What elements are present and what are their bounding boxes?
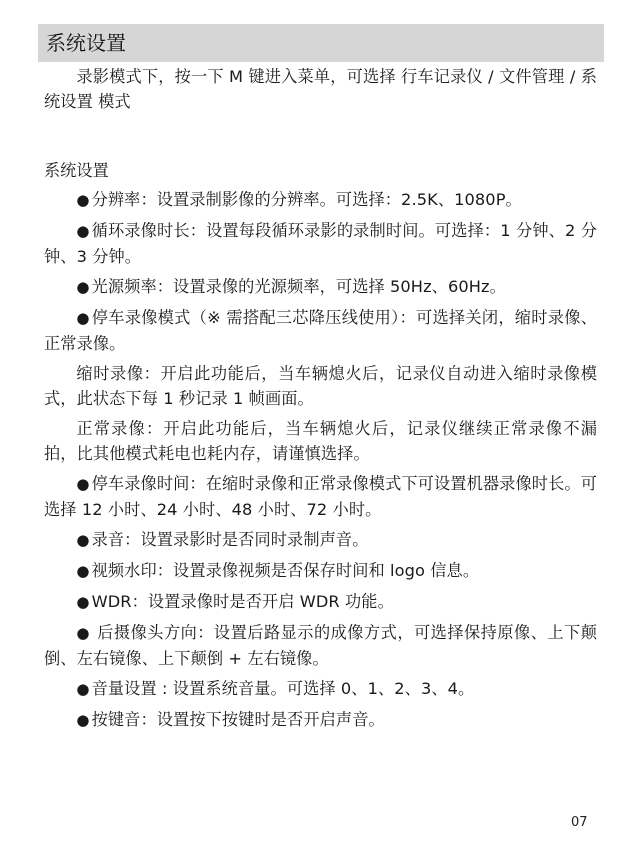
setting-text: 后摄像头方向：设置后路显示的成像方式，可选择保持原像、上下颠倒、左右镜像、上下颠倒 + 左右镜像。 (44, 623, 597, 668)
bullet-icon: ● (76, 680, 90, 698)
setting-item (44, 305, 597, 356)
bullet-icon: ● (76, 624, 90, 642)
setting-text: 缩时录像：开启此功能后，当车辆熄火后，记录仪自动进入缩时录像模式，此状态下每 1 秒记录 1 帧画面。 (44, 364, 597, 408)
setting-item (44, 527, 597, 553)
setting-note (44, 361, 597, 411)
setting-item (44, 471, 597, 522)
bullet-icon: ● (76, 278, 90, 296)
setting-item (44, 707, 597, 733)
setting-item (44, 589, 597, 615)
bullet-icon: ● (76, 531, 90, 549)
page-number: 07 (571, 815, 588, 830)
bullet-icon: ● (76, 711, 90, 729)
setting-item (44, 187, 597, 213)
setting-text: 停车录像模式（※ 需搭配三芯降压线使用）：可选择关闭，缩时录像、正常录像。 (44, 308, 597, 353)
setting-text: 正常录像：开启此功能后，当车辆熄火后，记录仪继续正常录像不漏拍，比其他模式耗电也耗内存，请谨慎选择。 (44, 419, 597, 463)
setting-text: 停车录像时间：在缩时录像和正常录像模式下可设置机器录像时长。可选择 12 小时、24 小时、48 小时、72 小时。 (44, 474, 597, 519)
setting-text: 循环录像时长：设置每段循环录影的录制时间。可选择：1 分钟、2 分钟、3 分钟。 (44, 221, 597, 266)
bullet-icon: ● (76, 475, 90, 493)
setting-text: 分辨率：设置录制影像的分辨率。可选择：2.5K、1080P。 (91, 190, 522, 209)
setting-item (44, 558, 597, 584)
page-title: 系统设置 (46, 31, 126, 55)
content-area (44, 64, 597, 738)
setting-text: 录音：设置录影时是否同时录制声音。 (91, 530, 369, 549)
bullet-icon: ● (76, 593, 90, 611)
setting-item (44, 620, 597, 671)
setting-text: 光源频率：设置录像的光源频率，可选择 50Hz、60Hz。 (91, 277, 506, 296)
settings-list (44, 187, 597, 733)
setting-item (44, 218, 597, 269)
setting-text: 音量设置 : 设置系统音量。可选择 0、1、2、3、4。 (91, 679, 475, 698)
intro-paragraph: 录影模式下，按一下 M 键进入菜单，可选择 行车记录仪 / 文件管理 / 系统设置 模式 (44, 67, 597, 111)
setting-text: WDR：设置录像时是否开启 WDR 功能。 (91, 592, 394, 611)
setting-text: 按键音：设置按下按键时是否开启声音。 (91, 710, 385, 729)
setting-item (44, 274, 597, 300)
setting-text: 视频水印：设置录像视频是否保存时间和 logo 信息。 (91, 561, 480, 580)
setting-note (44, 416, 597, 466)
bullet-icon: ● (76, 562, 90, 580)
section-header-bar (38, 24, 604, 62)
bullet-icon: ● (76, 222, 90, 240)
bullet-icon: ● (76, 309, 90, 327)
bullet-icon: ● (76, 191, 90, 209)
setting-item (44, 676, 597, 702)
section-title: 系统设置 (44, 161, 109, 180)
